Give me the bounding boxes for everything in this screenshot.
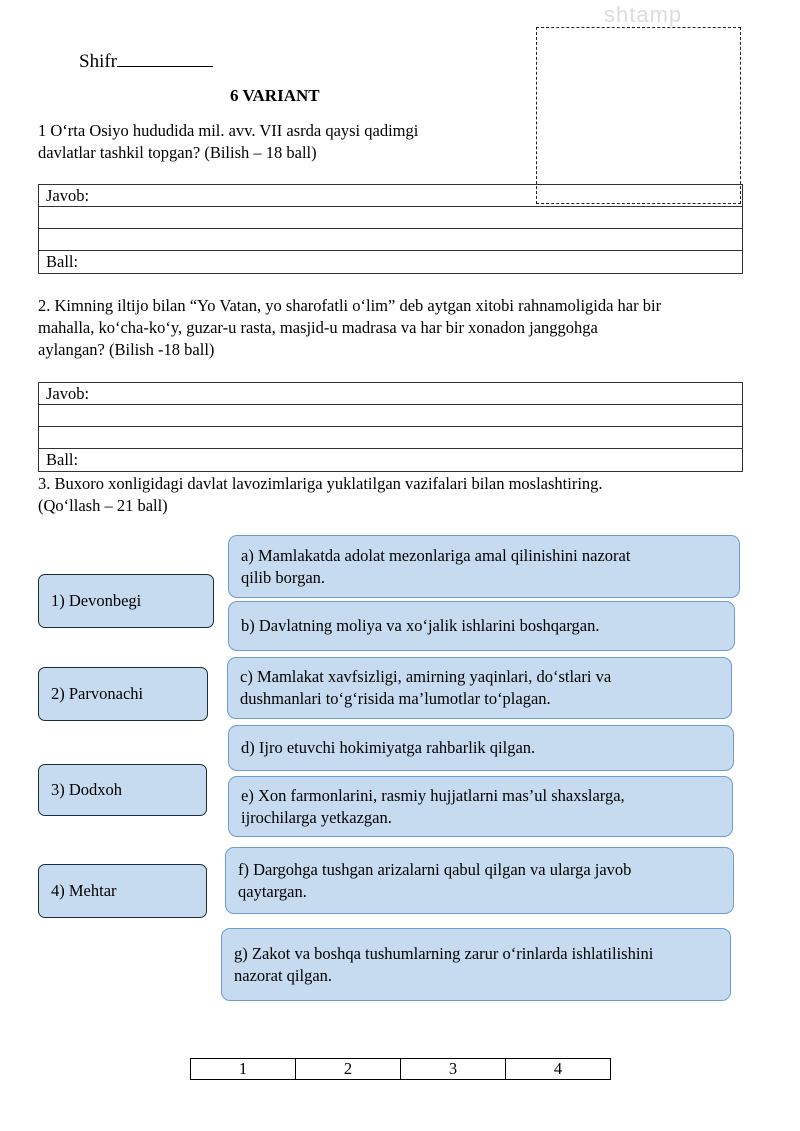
question-3-line: (Qo‘llash – 21 ball): [38, 496, 168, 515]
option-c[interactable]: [227, 657, 732, 719]
answer-key-cell[interactable]: 4: [506, 1059, 611, 1080]
option-g[interactable]: [221, 928, 731, 1001]
term-label: 4) Mehtar: [51, 881, 117, 900]
term-1[interactable]: [38, 574, 214, 628]
answer-box-1: [38, 184, 743, 274]
term-2[interactable]: [38, 667, 208, 721]
variant-title: 6 VARIANT: [230, 86, 320, 105]
option-line: ijrochilarga yetkazgan.: [241, 807, 392, 827]
answer-label[interactable]: Javob:: [39, 383, 742, 405]
question-1: [38, 120, 418, 164]
table-row: [191, 1059, 611, 1080]
answer-line[interactable]: [39, 207, 742, 229]
term-3[interactable]: [38, 764, 207, 816]
option-line: e) Xon farmonlarini, rasmiy hujjatlarni mas’ul shaxslarga,: [241, 785, 625, 805]
option-e[interactable]: [228, 776, 733, 837]
answer-label[interactable]: Javob:: [39, 185, 742, 207]
answer-box-2: [38, 382, 743, 472]
option-a[interactable]: [228, 535, 740, 598]
option-line: qilib borgan.: [241, 567, 326, 587]
answer-key-cell[interactable]: 3: [401, 1059, 506, 1080]
answer-key-table: [190, 1058, 611, 1080]
option-line: b) Davlatning moliya va xo‘jalik ishlarini boshqargan.: [241, 616, 600, 635]
option-line: c) Mamlakat xavfsizligi, amirning yaqinlari, do‘stlari va: [240, 667, 612, 686]
option-line: dushmanlari to‘g‘risida ma’lumotlar to‘plagan.: [240, 689, 551, 708]
question-1-line: davlatlar tashkil topgan? (Bilish – 18 ball): [38, 143, 317, 162]
term-4[interactable]: [38, 864, 207, 918]
term-label: 2) Parvonachi: [51, 684, 144, 703]
option-f[interactable]: [225, 847, 734, 914]
answer-line[interactable]: [39, 405, 742, 427]
shifr-line[interactable]: [117, 48, 213, 67]
answer-line[interactable]: [39, 427, 742, 449]
answer-key-cell[interactable]: 1: [191, 1059, 296, 1080]
answer-key-cell[interactable]: 2: [296, 1059, 401, 1080]
shifr-field: [79, 48, 213, 73]
option-line: qaytargan.: [238, 881, 307, 901]
term-label: 1) Devonbegi: [51, 591, 142, 610]
stamp-area: [536, 27, 741, 204]
question-2: [38, 295, 661, 361]
score-label[interactable]: Ball:: [46, 252, 79, 271]
option-b[interactable]: [228, 601, 735, 651]
question-2-line: aylangan? (Bilish -18 ball): [38, 340, 215, 359]
question-2-line: mahalla, ko‘cha-ko‘y, guzar-u rasta, masjid-u madrasa va har bir xonadon janggohga: [38, 318, 598, 337]
score-label[interactable]: Ball:: [46, 450, 79, 469]
question-3: [38, 473, 603, 517]
watermark: shtamp: [604, 2, 683, 27]
option-line: d) Ijro etuvchi hokimiyatga rahbarlik qilgan.: [241, 738, 536, 757]
option-line: a) Mamlakatda adolat mezonlariga amal qilinishini nazorat: [241, 545, 631, 565]
question-2-line: 2. Kimning iltijo bilan “Yo Vatan, yo sharofatli o‘lim” deb aytgan xitobi rahnamoligida har bir: [38, 296, 662, 315]
shifr-label: Shifr: [79, 51, 117, 72]
question-1-line: 1 O‘rta Osiyo hududida mil. avv. VII asrda qaysi qadimgi: [38, 121, 419, 140]
option-d[interactable]: [228, 725, 734, 771]
option-line: nazorat qilgan.: [234, 965, 333, 985]
option-line: g) Zakot va boshqa tushumlarning zarur o‘rinlarda ishlatilishini: [234, 943, 654, 963]
question-3-line: 3. Buxoro xonligidagi davlat lavozimlariga yuklatilgan vazifalari bilan moslashtiring.: [38, 474, 603, 493]
answer-line[interactable]: [39, 229, 742, 251]
option-line: f) Dargohga tushgan arizalarni qabul qilgan va ularga javob: [238, 859, 632, 879]
term-label: 3) Dodxoh: [51, 780, 123, 799]
